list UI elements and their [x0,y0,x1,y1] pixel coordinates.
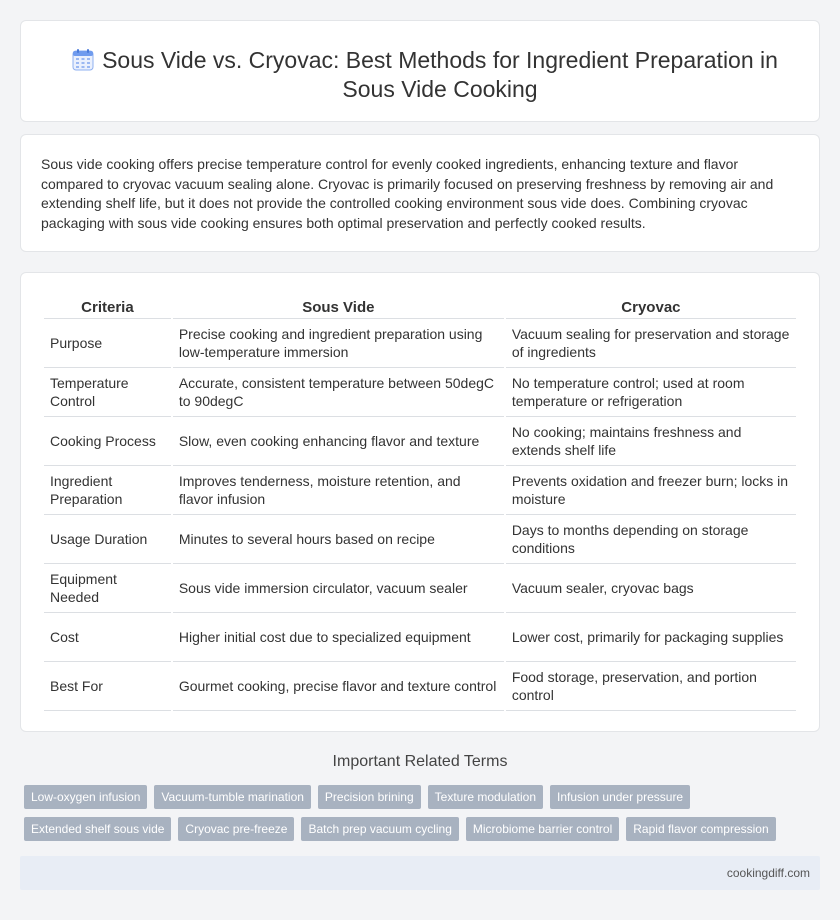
comparison-table [42,297,798,711]
cell-cryovac: No temperature control; used at room temperature or refrigeration [506,368,796,417]
cell-sous-vide: Gourmet cooking, precise flavor and texture control [173,662,504,711]
related-term-tag[interactable]: Rapid flavor compression [626,817,775,841]
table-row [44,368,796,417]
header-cryovac: Cryovac [506,297,796,319]
cell-criteria: Equipment Needed [44,564,171,613]
comparison-table-card [20,272,820,732]
related-terms-heading: Important Related Terms [332,753,508,770]
intro-card [20,134,820,252]
cell-sous-vide: Accurate, consistent temperature between 50degC to 90degC [173,368,504,417]
intro-paragraph: Sous vide cooking offers precise temperature control for evenly cooked ingredients, enhancing texture and flavor compared to cryovac vacuum sealing alone. Cryovac is primarily focused on preserving freshness by removing air and extending shelf life, but it does not provide the controlled cooking environment sous vide does. Combining cryovac packaging with sous vide cooking ensures both optimal preservation and perfectly cooked results. [41,156,774,231]
cell-criteria: Cooking Process [44,417,171,466]
cell-sous-vide: Higher initial cost due to specialized equipment [173,613,504,662]
header-criteria: Criteria [44,297,171,319]
cell-criteria: Ingredient Preparation [44,466,171,515]
table-row [44,564,796,613]
table-row [44,662,796,711]
cell-sous-vide: Sous vide immersion circulator, vacuum sealer [173,564,504,613]
related-term-tag[interactable]: Cryovac pre-freeze [178,817,294,841]
cell-criteria: Temperature Control [44,368,171,417]
cell-cryovac: Days to months depending on storage conditions [506,515,796,564]
related-terms-tags [24,785,814,849]
related-term-tag[interactable]: Texture modulation [428,785,543,809]
related-term-tag[interactable]: Low-oxygen infusion [24,785,147,809]
cell-cryovac: Vacuum sealing for preservation and storage of ingredients [506,319,796,368]
related-term-tag[interactable]: Precision brining [318,785,421,809]
page-title: Sous Vide vs. Cryovac: Best Methods for Ingredient Preparation in Sous Vide Cooking [102,47,778,102]
table-header-row [44,297,796,319]
tag-row [24,785,814,809]
cell-sous-vide: Improves tenderness, moisture retention, and flavor infusion [173,466,504,515]
table-row [44,466,796,515]
footer-site-link[interactable]: cookingdiff.com [726,866,810,880]
cell-criteria: Usage Duration [44,515,171,564]
table-row [44,319,796,368]
table-row [44,613,796,662]
footer [20,856,820,890]
cell-cryovac: Vacuum sealer, cryovac bags [506,564,796,613]
cell-criteria: Cost [44,613,171,662]
cell-criteria: Purpose [44,319,171,368]
cell-cryovac: Prevents oxidation and freezer burn; locks in moisture [506,466,796,515]
cell-cryovac: Food storage, preservation, and portion control [506,662,796,711]
tag-row [24,817,814,841]
cell-sous-vide: Precise cooking and ingredient preparation using low-temperature immersion [173,319,504,368]
table-row [44,417,796,466]
related-term-tag[interactable]: Infusion under pressure [550,785,690,809]
related-term-tag[interactable]: Batch prep vacuum cycling [301,817,458,841]
title-card [20,20,820,122]
related-term-tag[interactable]: Vacuum-tumble marination [154,785,311,809]
cell-criteria: Best For [44,662,171,711]
cell-sous-vide: Slow, even cooking enhancing flavor and texture [173,417,504,466]
cell-cryovac: Lower cost, primarily for packaging supplies [506,613,796,662]
header-sous-vide: Sous Vide [173,297,504,319]
cell-sous-vide: Minutes to several hours based on recipe [173,515,504,564]
cell-cryovac: No cooking; maintains freshness and extends shelf life [506,417,796,466]
related-term-tag[interactable]: Extended shelf sous vide [24,817,171,841]
related-term-tag[interactable]: Microbiome barrier control [466,817,619,841]
table-row [44,515,796,564]
